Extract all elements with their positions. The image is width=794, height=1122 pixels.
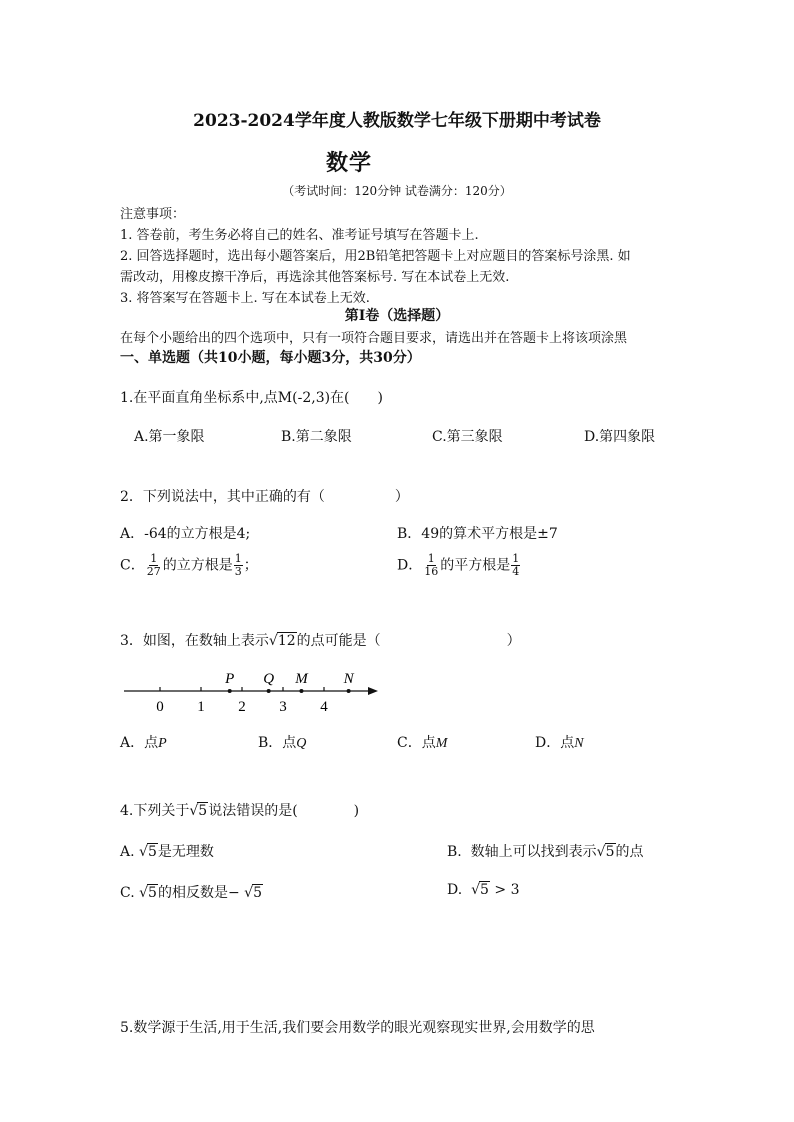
exam-info: （考试时间：120分钟 试卷满分：120分） (282, 184, 512, 198)
q1-option-a: A.第一象限 (134, 429, 205, 445)
q2-c-mid: 的立方根是 (162, 557, 233, 574)
q4-option-b: B. 数轴上可以找到表示√5的点 (447, 844, 644, 860)
point-q (267, 689, 271, 693)
q2-option-a: A．-64的立方根是4; (120, 526, 251, 542)
q2-d-fraction-2: $\frac{1}{4}$ (512, 552, 520, 578)
q3-option-d: D．点N (535, 735, 584, 751)
notes-heading: 注意事项： (120, 207, 186, 222)
part-title: 一、单选题（共10小题，每小题3分，共30分） (120, 350, 421, 366)
point-p (228, 689, 232, 693)
q3-option-b: B．点Q (258, 735, 307, 751)
q2-c-fraction-2: $\frac{1}{3}$ (234, 552, 242, 578)
section-heading: 第Ⅰ卷（选择题） (344, 308, 450, 324)
tick-label-2: 2 (238, 699, 246, 715)
point-label-p: P (225, 671, 235, 687)
q2-c-fraction-1: $\frac{1}{27}$ (146, 552, 161, 578)
sqrt-12: √12 (268, 633, 296, 649)
notes-line-2a: 2. 回答选择题时，选出每小题答案后，用2B铅笔把答题卡上对应题目的答案标号涂黑. 如 (120, 249, 631, 264)
notes-line-3: 3. 将答案写在答题卡上. 写在本试卷上无效. (120, 291, 370, 306)
q4-option-c: C. √5的相反数是− √5 (120, 885, 262, 901)
point-label-q: Q (263, 671, 275, 687)
subject-title: 数学 (326, 150, 373, 176)
q1-stem: 1.在平面直角坐标系中,点M(-2,3)在( ) (120, 390, 383, 406)
q3-option-a: A．点P (120, 735, 167, 751)
q1-option-b: B.第二象限 (281, 429, 352, 445)
q2-d-mid: 的平方根是 (440, 557, 511, 574)
point-label-n: N (343, 671, 354, 687)
q2-stem: 2．下列说法中，其中正确的有（ ） (120, 489, 409, 505)
q1-option-c: C.第三象限 (432, 429, 503, 445)
number-line-arrow (368, 687, 378, 695)
point-m (299, 689, 303, 693)
tick-label-4: 4 (320, 699, 328, 715)
q4-option-d: D. √5 > 3 (447, 882, 520, 898)
section-instruction: 在每个小题给出的四个选项中，只有一项符合题目要求，请选出并在答题卡上将该项涂黑 (120, 331, 628, 346)
tick-label-1: 1 (197, 699, 205, 715)
number-line-figure (120, 664, 390, 720)
q2-d-prefix: D． (397, 557, 423, 574)
q2-option-d (397, 553, 521, 578)
q2-d-fraction-1: $\frac{1}{16}$ (424, 552, 439, 578)
q1-option-d: D.第四象限 (584, 429, 656, 445)
q4-option-a: A. √5是无理数 (120, 844, 214, 860)
q5-stem: 5.数学源于生活,用于生活,我们要会用数学的眼光观察现实世界,会用数学的思 (120, 1020, 595, 1036)
tick-label-3: 3 (279, 699, 287, 715)
notes-line-2b: 需改动，用橡皮擦干净后，再选涂其他答案标号. 写在本试卷上无效. (120, 270, 510, 285)
point-n (347, 689, 351, 693)
q2-option-c (120, 553, 258, 578)
q4-stem: 4.下列关于√5说法错误的是( ) (120, 803, 360, 819)
q3-stem: 3．如图，在数轴上表示√12的点可能是（ ） (120, 633, 521, 649)
q2-c-suffix: ； (243, 557, 258, 574)
sqrt-5: √5 (189, 803, 208, 819)
tick-label-0: 0 (156, 699, 164, 715)
q2-c-prefix: C． (120, 557, 145, 574)
q2-option-b: B．49的算术平方根是±7 (397, 526, 558, 542)
notes-line-1: 1. 答卷前，考生务必将自己的姓名、准考证号填写在答题卡上. (120, 228, 479, 243)
exam-title: 2023-2024学年度人教版数学七年级下册期中考试卷 (193, 111, 601, 131)
point-label-m: M (295, 671, 308, 687)
q3-option-c: C．点M (397, 735, 448, 751)
